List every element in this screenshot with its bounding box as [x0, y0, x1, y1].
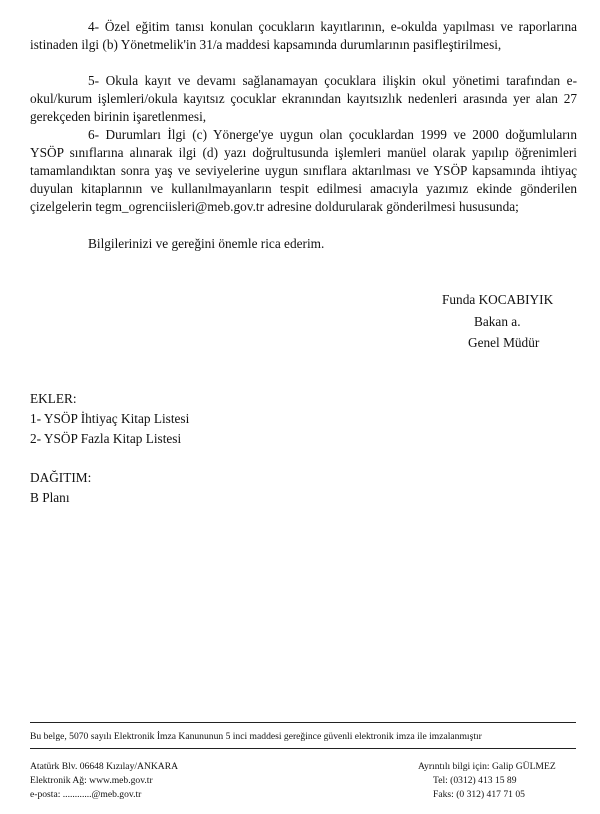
paragraph-4-text: 4- Özel eğitim tanısı konulan çocukların kayıtlarının, e-okulda yapılması ve raporlarına istinaden ilgi (b) Yönetmelik'in 31/a maddesi kapsamında durumlarının pasifleştirilmesi,: [30, 19, 577, 52]
paragraph-4: [30, 18, 577, 54]
paragraph-5-text: 5- Okula kayıt ve devamı sağlanamayan çocuklara ilişkin okul yönetimi tarafından e-okul/kurum işlemleri/okula kayıtsız çocuklar ekranından kayıtsızlık nedenleri arasında yer alan 27 gerekçeden birinin işaretlenmesi,: [30, 73, 577, 124]
paragraph-5: [30, 72, 577, 126]
signer-title-proxy: Bakan a.: [474, 314, 521, 329]
footer-fax: Faks: (0 312) 417 71 05: [433, 789, 525, 800]
footer-contact: Ayrıntılı bilgi için: Galip GÜLMEZ: [418, 761, 556, 772]
footer-address: Atatürk Blv. 06648 Kızılay/ANKARA: [30, 761, 179, 772]
attachments-heading: EKLER:: [30, 391, 77, 406]
footer-email: e-posta: ............@meb.gov.tr: [30, 789, 142, 800]
footer-rule-bottom: [30, 748, 576, 749]
attachment-item: 2- YSÖP Fazla Kitap Listesi: [30, 431, 182, 446]
footer-web: Elektronik Ağ: www.meb.gov.tr: [30, 775, 153, 786]
closing-line: Bilgilerinizi ve gereğini önemle rica ederim.: [88, 236, 325, 251]
footer-phone: Tel: (0312) 413 15 89: [433, 775, 517, 786]
e-signature-note: Bu belge, 5070 sayılı Elektronik İmza Kanununun 5 inci maddesi gereğince güvenli elektronik imza ile imzalanmıştır: [30, 731, 482, 742]
attachment-item: 1- YSÖP İhtiyaç Kitap Listesi: [30, 411, 190, 426]
signer-title-position: Genel Müdür: [468, 335, 540, 350]
paragraph-6: [30, 126, 577, 216]
signer-name: Funda KOCABIYIK: [442, 292, 554, 307]
distribution-heading: DAĞITIM:: [30, 470, 92, 485]
distribution-item: B Planı: [30, 490, 70, 505]
paragraph-6-text: 6- Durumları İlgi (c) Yönerge'ye uygun olan çocuklardan 1999 ve 2000 doğumluların YSÖP sınıflarına alınarak ilgi (d) yazı doğrultusunda işlemleri manüel olarak yapılıp öğrenimleri tamamlandıktan sonra yaş ve seviyelerine uygun sınıflara aktarılması ve YSÖP kapsamında ihtiyaç duyulan kitaplarının ve kullanılmayanların tespit edilmesi amacıyla yazımız ekinde gönderilen çizelgelerin tegm_ogrenciisleri@meb.gov.tr adresine doldurularak gönderilmesi hususunda;: [30, 127, 577, 214]
footer-rule-top: [30, 722, 576, 723]
